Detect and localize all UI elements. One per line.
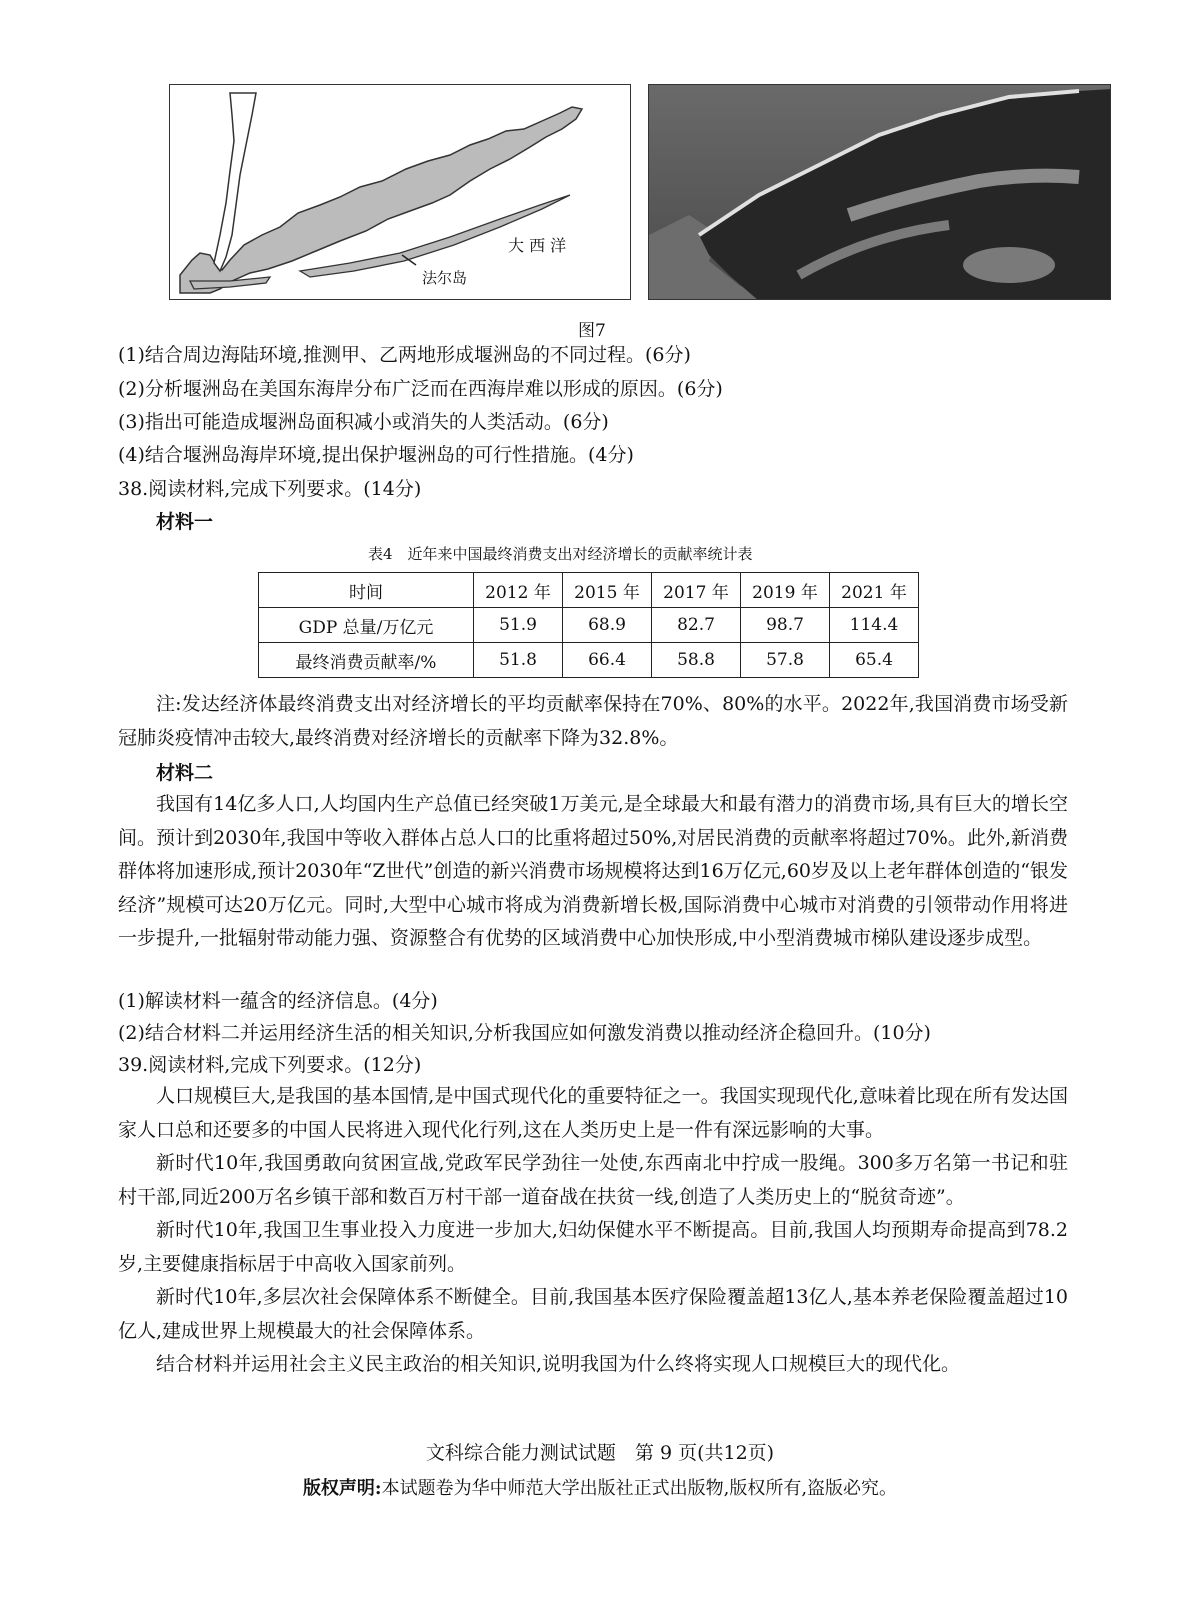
table-header-row — [259, 573, 919, 608]
coastline-map — [169, 84, 631, 300]
island-label: 法尔岛 — [422, 269, 468, 287]
q37-subquestion-4: (4)结合堰洲岛海岸环境,提出保护堰洲岛的可行性措施。(4分) — [118, 444, 634, 466]
table-cell: 82.7 — [652, 608, 741, 643]
q38-heading: 38.阅读材料,完成下列要求。(14分) — [118, 478, 422, 500]
table-cell: 51.9 — [474, 608, 563, 643]
q37-subquestion-1: (1)结合周边海陆环境,推测甲、乙两地形成堰洲岛的不同过程。(6分) — [118, 344, 691, 366]
table-header-cell: 2015 年 — [563, 573, 652, 608]
table-cell: GDP 总量/万亿元 — [259, 608, 474, 643]
q39-paragraph: 人口规模巨大,是我国的基本国情,是中国式现代化的重要特征之一。我国实现现代化,意味着比现在所有发达国家人口总和还要多的中国人民将进入现代化行列,这在人类历史上是一件有深远影响的大事。 — [118, 1085, 1068, 1141]
table-header-cell: 2019 年 — [741, 573, 830, 608]
table-note-text: 注:发达经济体最终消费支出对经济增长的平均贡献率保持在70%、80%的水平。2022年,我国消费市场受新冠肺炎疫情冲击较大,最终消费对经济增长的贡献率下降为32.8%。 — [118, 693, 1068, 749]
table-header-cell: 时间 — [259, 573, 474, 608]
q39-paragraph: 新时代10年,我国卫生事业投入力度进一步加大,妇幼保健水平不断提高。目前,我国人均预期寿命提高到78.2岁,主要健康指标居于中高收入国家前列。 — [118, 1219, 1068, 1275]
aerial-photo — [648, 84, 1111, 300]
table-header-cell: 2021 年 — [830, 573, 919, 608]
table-caption: 表4 近年来中国最终消费支出对经济增长的贡献率统计表 — [368, 545, 753, 563]
material2-title: 材料二 — [156, 762, 214, 784]
table-cell: 51.8 — [474, 643, 563, 678]
consumption-table — [258, 572, 919, 678]
q39-body — [118, 1080, 1068, 1382]
table-cell: 98.7 — [741, 608, 830, 643]
table-header-cell: 2017 年 — [652, 573, 741, 608]
q39-paragraph: 新时代10年,我国勇敢向贫困宣战,党政军民学劲往一处使,东西南北中拧成一股绳。300多万名第一书记和驻村干部,同近200万名乡镇干部和数百万村干部一道奋战在扶贫一线,创造了人类历史上的“脱贫奇迹”。 — [118, 1152, 1068, 1208]
table-row — [259, 608, 919, 643]
q38-subquestion-1: (1)解读材料一蕴含的经济信息。(4分) — [118, 990, 438, 1012]
table-note — [118, 688, 1068, 755]
material2-text: 我国有14亿多人口,人均国内生产总值已经突破1万美元,是全球最大和最有潜力的消费市场,具有巨大的增长空间。预计到2030年,我国中等收入群体占总人口的比重将超过50%,对居民消费的贡献率将超过70%。此外,新消费群体将加速形成,预计2030年“Z世代”创造的新兴消费市场规模将达到16万亿元,60岁及以上老年群体创造的“银发经济”规模可达20万亿元。同时,大型中心城市将成为消费新增长极,国际消费中心城市对消费的引领带动作用将进一步提升,一批辐射带动能力强、资源整合有优势的区域消费中心加快形成,中小型消费城市梯队建设逐步成型。 — [118, 793, 1068, 949]
material1-title: 材料一 — [156, 511, 214, 533]
copyright-label: 版权声明: — [302, 1478, 382, 1499]
copyright-text: 本试题卷为华中师范大学出版社正式出版物,版权所有,盗版必究。 — [381, 1478, 898, 1499]
table-cell: 68.9 — [563, 608, 652, 643]
table-row — [259, 643, 919, 678]
table-cell: 65.4 — [830, 643, 919, 678]
table-cell: 114.4 — [830, 608, 919, 643]
table-cell: 57.8 — [741, 643, 830, 678]
figure-caption: 图7 — [578, 321, 606, 341]
q39-heading: 39.阅读材料,完成下列要求。(12分) — [118, 1054, 422, 1076]
q39-question: 结合材料并运用社会主义民主政治的相关知识,说明我国为什么终将实现人口规模巨大的现代化。 — [156, 1353, 961, 1375]
table-cell: 58.8 — [652, 643, 741, 678]
q38-subquestion-2: (2)结合材料二并运用经济生活的相关知识,分析我国应如何激发消费以推动经济企稳回升。(10分) — [118, 1022, 931, 1044]
table-header-cell: 2012 年 — [474, 573, 563, 608]
table-cell: 最终消费贡献率/% — [259, 643, 474, 678]
material2-body — [118, 788, 1068, 956]
ocean-label: 大 西 洋 — [508, 236, 567, 255]
copyright-notice — [0, 1474, 1200, 1500]
q39-paragraph: 新时代10年,多层次社会保障体系不断健全。目前,我国基本医疗保险覆盖超13亿人,基本养老保险覆盖超过10亿人,建成世界上规模最大的社会保障体系。 — [118, 1286, 1068, 1342]
table-cell: 66.4 — [563, 643, 652, 678]
q37-subquestion-3: (3)指出可能造成堰洲岛面积减小或消失的人类活动。(6分) — [118, 411, 609, 433]
page-footer: 文科综合能力测试试题 第 9 页(共12页) — [425, 1442, 775, 1464]
q37-subquestion-2: (2)分析堰洲岛在美国东海岸分布广泛而在西海岸难以形成的原因。(6分) — [118, 378, 723, 400]
